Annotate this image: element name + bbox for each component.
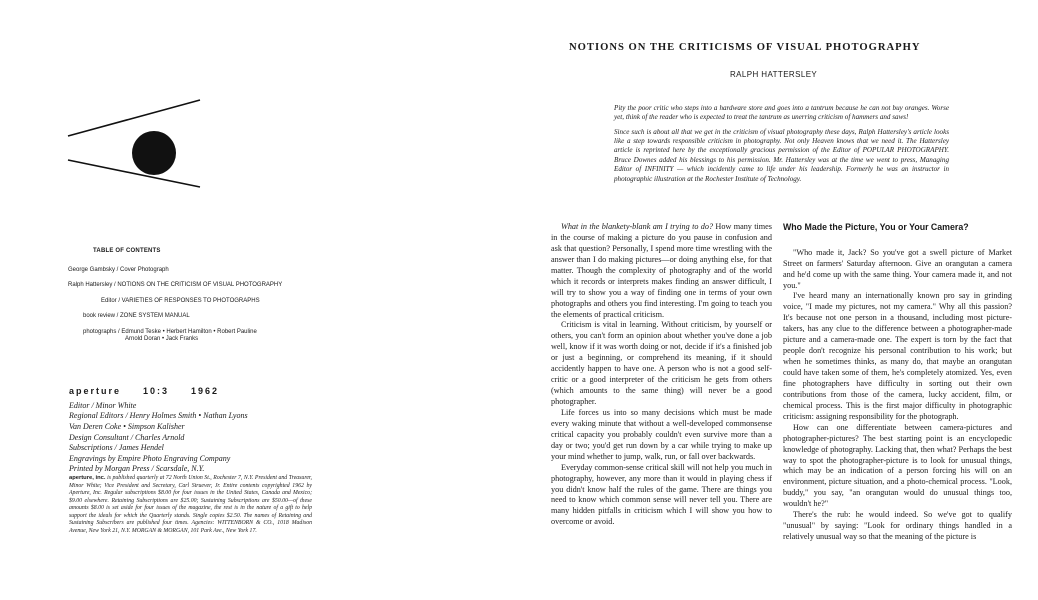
body-paragraph: There's the rub: he would indeed. So we've got to qualify "unusual" by saying: "Look for ordinary things handled in a relatively unusual way so that the meaning of the picture is (783, 510, 1012, 542)
toc-entry: book review / ZONE SYSTEM MANUAL (83, 313, 190, 319)
issue-line (69, 386, 329, 398)
toc-entry-text: Arnold Doran • Jack Franks (125, 336, 199, 342)
masthead-line: Regional Editors / Henry Holmes Smith • Nathan Lyons (69, 411, 248, 421)
body-paragraph: How can one differentiate between camera-pictures and photographer-pictures? The best starting point is an encyclopedic knowledge of photography. Lacking that, then what? Perhaps the best way to spot the photographer-picture is to look for unusual things, which may be an indication of a person forcing his will on an environment, picture situation, and a photo-chemical process. "Look, buddy," you say, "an orangutan would do unusual things too, wouldn't he?" (783, 422, 1012, 509)
toc-entry: Editor / VARIETIES OF RESPONSES TO PHOTOGRAPHS (101, 297, 260, 304)
publication-notice (69, 475, 312, 535)
masthead-line: Editor / Minor White (69, 400, 137, 410)
body-paragraph: Criticism is vital in learning. Without criticism, by yourself or others, you can't form an opinion about whether you've done a job well, know if it was worth doing or not, decide if it's a finished job or just a beginning, or comprehend its meaning, if it should accidently happen to have one. A person who is not a good self-critic or a good interpreter of the criticism he gets from others (which amounts to the same thing) will never be a good photographer. (551, 320, 772, 406)
issue-year: 1962 (191, 386, 220, 396)
body-paragraph (551, 222, 772, 320)
publisher-name: aperture, inc. (69, 475, 106, 481)
publication-notice-text: is published quarterly at 72 North Union St., Rochester 7, N.Y. President and Treasurer, Minor White; Vice President and Secretary, Carl Struever, Jr. Entire contents copyrighted 1962 by Aperture, Inc. Regular subscriptions $8.00 for four issues in the United States, Canada and Mexico; $9.00 elsewhere. Retaining Subscriptions are $25.00; Sustaining Subscriptions are $50.00—of these amounts $8.00 is set aside for four issues of the magazine, the rest is in the nature of a gift to help support the ideals for which the Quarterly stands. Single copies $2.50. The names of Retaining and Sustaining Subscribers are published four times. Agencies: WITTENBORN & CO., 1018 Madison Avenue, New York 21, N.Y. MORGAN & MORGAN, 101 Park Ave., New York 17. (69, 475, 312, 534)
masthead-line: Printed by Morgan Press / Scarsdale, N.Y. (69, 464, 205, 474)
magazine-name: aperture (69, 386, 122, 396)
toc-entry: George Gambsky / Cover Photograph (68, 266, 169, 273)
editor-intro (614, 104, 949, 189)
toc-title: TABLE OF CONTENTS (93, 248, 161, 254)
masthead-line: Engravings by Empire Photo Engraving Company (69, 453, 231, 463)
section-heading: Who Made the Picture, You or Your Camera? (783, 222, 969, 232)
masthead-line: Subscriptions / James Hendel (69, 443, 164, 453)
logo-lower-line (68, 160, 200, 187)
masthead-line: Van Deren Coke • Simpson Kalisher (69, 421, 185, 431)
logo-upper-line (68, 100, 200, 136)
masthead (69, 386, 329, 475)
article-column-left (551, 222, 772, 528)
logo-circle (132, 131, 176, 175)
article-author: RALPH HATTERSLEY (730, 70, 818, 79)
volume-number: 10:3 (143, 386, 170, 396)
body-paragraph: Life forces us into so many decisions which must be made every waking minute that without a well-developed commonsense critical capacity you probably couldn't even survive more than a day or two; you'd get run down by a car while trying to make up your mind whether to jump, walk, run, or fall over backwards. (551, 407, 772, 461)
article-title: NOTIONS ON THE CRITICISMS OF VISUAL PHOTOGRAPHY (569, 42, 921, 53)
body-paragraph: Everyday common-sense critical skill will not help you much in photography, however, any more than it would in playing chess if you didn't know half the rules of the game. There are things you need to know which common sense will never tell you. There are many hidden pitfalls in criticism which I will show you how to overcome or avoid. (551, 462, 772, 527)
article-column-right (783, 222, 1012, 543)
toc-entry (68, 329, 348, 344)
intro-paragraph: Pity the poor critic who steps into a hardware store and goes into a tantrum because he can not buy oranges. Worse yet, think of the reader who is expected to treat the tantrum as unerring criticism of hammers and saws! (614, 104, 949, 122)
body-paragraph: I've heard many an internationally known pro say in grinding voice, "I made my pictures, not my camera." Why all this passion? It's because not one person in a thousand, including most picture-takers, has any clue to the difference between a photographer-made picture and a camera-made one. The expert is torn by the fact that people don't recognize his personal contribution to his work; but when he sometimes thinks, as many do, that maybe an orangutan could have taken some of them, he's completely atomized. Yes, even fine photographers have difficulty in sorting out their own contributions from those of the camera, lucky accident, film, or chemical process. This is the first major difficulty in photographic criticism: assigning responsibility for the photograph. (783, 291, 1012, 421)
opening-text: How many times in the course of making a picture do you pause in confusion and ask that question? Personally, I spend more time wrestling with the answer than I do making pictures—or doing anything else, for that matter. Though the complexity of photography and of the world which it records or interprets makes finding an answer difficult, I will try to show you a way of finding one in terms of your own photographs and others you find interesting. I'm going to teach you the elements of practical criticism. (551, 222, 772, 319)
opening-question: What in the blankety-blank am I trying to do? (561, 222, 714, 231)
toc-entry: Ralph Hattersley / NOTIONS ON THE CRITICISM OF VISUAL PHOTOGRAPHY (68, 282, 283, 288)
toc-entry-text: photographs / Edmund Teske • Herbert Hamilton • Robert Pauline (83, 328, 257, 335)
intro-paragraph: Since such is about all that we get in the criticism of visual photography these days, Ralph Hattersley's article looks like a step towards responsible criticism in photography. Not only Heaven knows that we need it. The Hattersley article is reprinted here by the exceptionally gracious permission of the Editor of POPULAR PHOTOGRAPHY. Bruce Downes added his blessings to his permission. Mr. Hattersley was at the time we went to press, Managing Editor of INFINITY — which incidently came to life under his leadership. Formerly he was an instructor in photographic illustration at the Rochester Institute of Technology. (614, 127, 949, 183)
table-of-contents (68, 248, 348, 352)
masthead-line: Design Consultant / Charles Arnold (69, 432, 185, 442)
body-paragraph: "Who made it, Jack? So you've got a swell picture of Market Street on farmers' Saturday afternoon. Give an orangutan a camera and he'd come up with the same thing. Your camera made it, and not you." (783, 247, 1012, 290)
aperture-logo (66, 98, 206, 190)
